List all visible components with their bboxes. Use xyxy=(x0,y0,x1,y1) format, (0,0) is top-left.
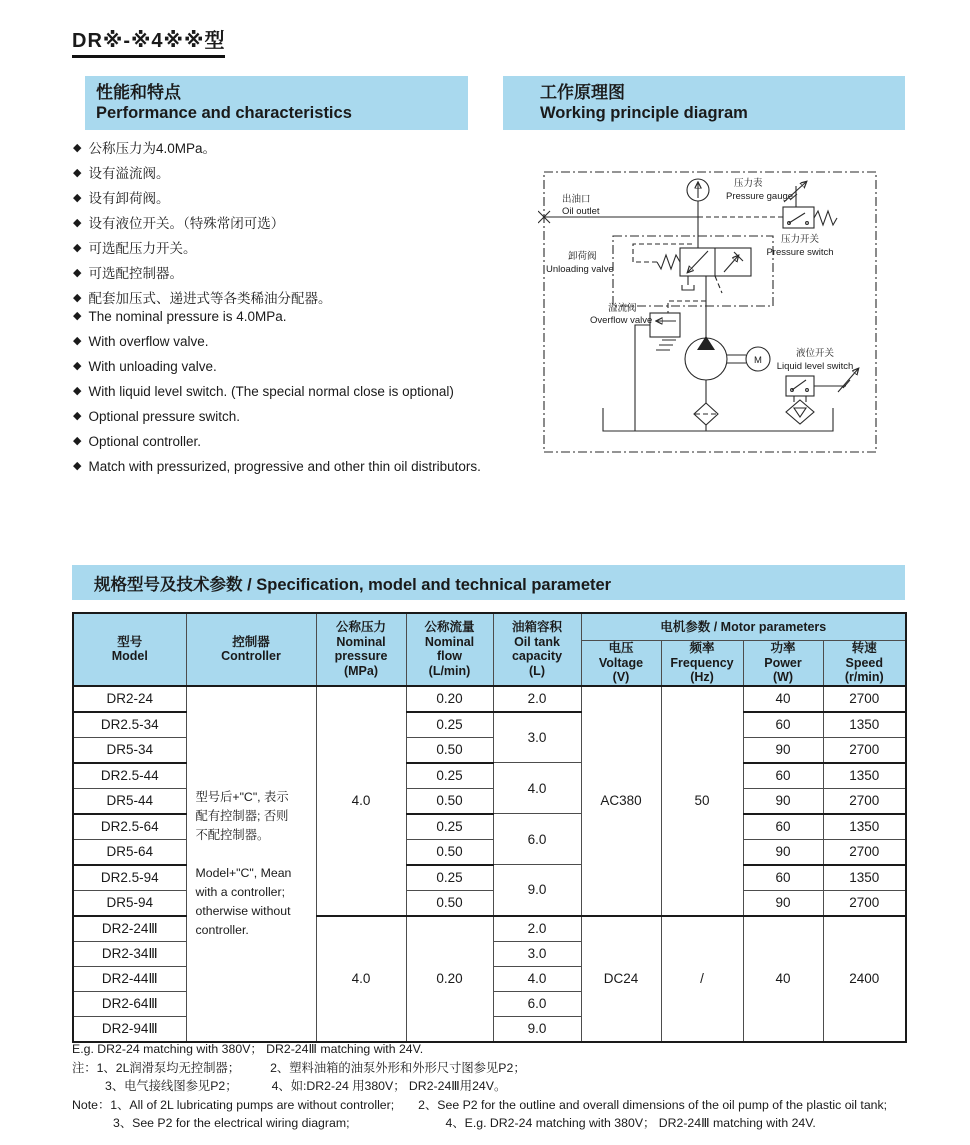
tank-outline xyxy=(603,408,833,431)
cell-power: 60 xyxy=(743,712,823,738)
cell-model: DR2-94Ⅲ xyxy=(73,1016,186,1042)
pressure-gauge-icon xyxy=(687,179,709,217)
cell-speed: 2700 xyxy=(823,686,906,712)
cell-model: DR5-34 xyxy=(73,737,186,763)
cell-model: DR2.5-34 xyxy=(73,712,186,738)
cell-tank: 9.0 xyxy=(493,1016,581,1042)
feature-item xyxy=(73,291,543,306)
col-header-pressure: 公称压力 Nominal pressure (MPa) xyxy=(316,613,406,686)
feature-text: 可选配控制器。 xyxy=(88,266,183,281)
col-header-flow: 公称流量 Nominal flow (L/min) xyxy=(406,613,493,686)
overflow-valve-label-cn: 溢流阀 xyxy=(608,303,637,314)
feature-item xyxy=(73,309,543,324)
cell-controller-note: 型号后+"C", 表示 配有控制器; 否则 不配控制器。 Model+"C", Mean with a controller; otherwise without controller. xyxy=(186,686,316,1042)
oil-outlet-label-cn: 出油口 xyxy=(562,194,591,205)
feature-item xyxy=(73,359,543,374)
overflow-valve-icon xyxy=(635,313,680,431)
cell-power-dc: 40 xyxy=(743,916,823,1042)
col-header-power: 功率 Power (W) xyxy=(743,641,823,686)
liquid-level-switch-icon xyxy=(786,369,858,396)
cell-model: DR2-64Ⅲ xyxy=(73,991,186,1016)
diamond-bullet-icon: ◆ xyxy=(73,335,82,347)
cell-power: 60 xyxy=(743,865,823,891)
performance-title-cn: 性能和特点 xyxy=(96,83,181,102)
footnote-en-1 xyxy=(72,1096,962,1115)
cell-flow: 0.50 xyxy=(406,890,493,916)
performance-section-header xyxy=(85,76,468,130)
cell-tank: 3.0 xyxy=(493,712,581,763)
liquid-level-switch-label-en: Liquid level switch xyxy=(776,361,854,372)
spec-table xyxy=(72,612,907,1043)
diamond-bullet-icon: ◆ xyxy=(73,242,82,254)
diamond-bullet-icon: ◆ xyxy=(73,460,82,472)
feature-item xyxy=(73,384,543,399)
unloading-valve-label-cn: 卸荷阀 xyxy=(568,251,597,262)
cell-power: 60 xyxy=(743,763,823,789)
feature-text: Match with pressurized, progressive and other thin oil distributors. xyxy=(88,459,481,474)
feature-text: 公称压力为4.0MPa。 xyxy=(88,141,216,156)
spec-section-header xyxy=(72,565,905,600)
unloading-valve-label-en: Unloading valve xyxy=(546,264,614,275)
footnote-cn-2 xyxy=(72,1077,962,1096)
page-title: DR※-※4※※型 xyxy=(72,24,225,58)
spec-section-title: 规格型号及技术参数 / Specification, model and technical parameter xyxy=(94,575,612,594)
motor-letter: M xyxy=(754,355,762,366)
feature-item xyxy=(73,191,543,206)
diamond-bullet-icon: ◆ xyxy=(73,292,82,304)
overflow-valve-label-en: Overflow valve xyxy=(590,315,653,326)
cell-power: 90 xyxy=(743,737,823,763)
feature-text: 可选配压力开关。 xyxy=(88,241,197,256)
diamond-bullet-icon: ◆ xyxy=(73,267,82,279)
cell-model: DR2.5-64 xyxy=(73,814,186,840)
footnote-segment: 2、See P2 for the outline and overall dimensions of the oil pump of the plastic oil tank; xyxy=(418,1097,888,1112)
float-icon xyxy=(786,396,814,424)
features-list-cn xyxy=(73,141,543,316)
diamond-bullet-icon: ◆ xyxy=(73,410,82,422)
feature-text: With overflow valve. xyxy=(88,334,209,349)
cell-speed: 1350 xyxy=(823,763,906,789)
pressure-gauge-label-cn: 压力表 xyxy=(734,178,763,189)
cell-tank: 2.0 xyxy=(493,686,581,712)
cell-flow: 0.50 xyxy=(406,788,493,814)
col-header-tank: 油箱容积 Oil tank capacity (L) xyxy=(493,613,581,686)
working-title-en: Working principle diagram xyxy=(540,104,748,122)
filter-icon xyxy=(694,380,718,431)
diamond-bullet-icon: ◆ xyxy=(73,385,82,397)
cell-tank: 4.0 xyxy=(493,966,581,991)
cell-power: 40 xyxy=(743,686,823,712)
footnote-segment: 3、See P2 for the electrical wiring diagram; xyxy=(113,1116,350,1130)
footnote-segment: 3、电气接线图参见P2； xyxy=(105,1079,238,1093)
working-title-cn: 工作原理图 xyxy=(540,83,625,102)
col-header-model: 型号 Model xyxy=(73,613,186,686)
cell-flow: 0.50 xyxy=(406,737,493,763)
cell-model: DR5-44 xyxy=(73,788,186,814)
col-header-speed: 转速 Speed (r/min) xyxy=(823,641,906,686)
feature-text: 设有卸荷阀。 xyxy=(88,191,170,206)
cell-model: DR2.5-44 xyxy=(73,763,186,789)
cell-frequency-dc: / xyxy=(661,916,743,1042)
cell-speed: 1350 xyxy=(823,865,906,891)
footnote-segment: 4、E.g. DR2-24 matching with 380V； DR2-24Ⅲ matching with 24V. xyxy=(445,1116,816,1130)
diamond-bullet-icon: ◆ xyxy=(73,192,82,204)
feature-item xyxy=(73,141,543,156)
cell-flow: 0.25 xyxy=(406,865,493,891)
footnote-segment: 2、塑料油箱的油泵外形和外形尺寸图参见P2； xyxy=(270,1060,526,1075)
diamond-bullet-icon: ◆ xyxy=(73,360,82,372)
cell-flow: 0.50 xyxy=(406,839,493,865)
feature-item xyxy=(73,166,543,181)
col-header-voltage: 电压 Voltage (V) xyxy=(581,641,661,686)
footnote-segment: Note：1、All of 2L lubricating pumps are without controller; xyxy=(72,1097,395,1112)
performance-title-en: Performance and characteristics xyxy=(96,104,352,122)
feature-text: With unloading valve. xyxy=(88,359,217,374)
cell-pressure-ac: 4.0 xyxy=(316,686,406,916)
features-list-en xyxy=(73,309,543,484)
cell-speed-dc: 2400 xyxy=(823,916,906,1042)
cell-model: DR2-24 xyxy=(73,686,186,712)
footnote-cn-1 xyxy=(72,1059,962,1078)
footnote-en-2 xyxy=(72,1114,962,1133)
cell-flow: 0.25 xyxy=(406,763,493,789)
feature-text: Optional controller. xyxy=(88,434,202,449)
feature-text: With liquid level switch. (The special normal close is optional) xyxy=(88,384,454,399)
feature-item xyxy=(73,216,543,231)
feature-text: 配套加压式、递进式等各类稀油分配器。 xyxy=(88,291,332,306)
cell-flow: 0.25 xyxy=(406,814,493,840)
motor-icon xyxy=(727,347,770,371)
oil-outlet-label-en: Oil outlet xyxy=(562,206,600,217)
cell-tank: 6.0 xyxy=(493,991,581,1016)
feature-text: 设有溢流阀。 xyxy=(88,166,170,181)
cell-model: DR5-64 xyxy=(73,839,186,865)
pressure-gauge-label-en: Pressure gauge xyxy=(726,191,794,202)
working-principle-diagram xyxy=(538,166,883,458)
cell-tank: 9.0 xyxy=(493,865,581,916)
cell-model: DR2.5-94 xyxy=(73,865,186,891)
feature-item xyxy=(73,241,543,256)
working-principle-section-header xyxy=(503,76,905,130)
cell-flow: 0.20 xyxy=(406,686,493,712)
cell-power: 90 xyxy=(743,890,823,916)
feature-text: 设有液位开关。（特殊常闭可选） xyxy=(88,216,285,231)
footnote-segment: 4、如:DR2-24 用380V； DR2-24Ⅲ用24V。 xyxy=(271,1079,507,1093)
cell-speed: 2700 xyxy=(823,788,906,814)
footnote-example: E.g. DR2-24 matching with 380V； DR2-24Ⅲ matching with 24V. xyxy=(72,1042,424,1056)
feature-item xyxy=(73,459,543,474)
diamond-bullet-icon: ◆ xyxy=(73,435,82,447)
pressure-switch-label-en: Pressure switch xyxy=(766,247,834,258)
col-header-frequency: 频率 Frequency (Hz) xyxy=(661,641,743,686)
cell-tank: 6.0 xyxy=(493,814,581,865)
unloading-valve-icon xyxy=(613,217,773,306)
table-row xyxy=(73,686,906,712)
cell-model: DR2-44Ⅲ xyxy=(73,966,186,991)
cell-tank: 2.0 xyxy=(493,916,581,942)
cell-frequency-ac: 50 xyxy=(661,686,743,916)
col-header-motor-parameters: 电机参数 / Motor parameters xyxy=(581,613,906,641)
cell-speed: 1350 xyxy=(823,712,906,738)
diamond-bullet-icon: ◆ xyxy=(73,310,82,322)
pressure-switch-label-cn: 压力开关 xyxy=(780,234,820,245)
cell-power: 90 xyxy=(743,788,823,814)
cell-tank: 4.0 xyxy=(493,763,581,814)
cell-power: 90 xyxy=(743,839,823,865)
feature-item xyxy=(73,409,543,424)
cell-speed: 2700 xyxy=(823,890,906,916)
feature-item xyxy=(73,334,543,349)
cell-voltage-ac: AC380 xyxy=(581,686,661,916)
cell-power: 60 xyxy=(743,814,823,840)
cell-pressure-dc: 4.0 xyxy=(316,916,406,1042)
feature-text: Optional pressure switch. xyxy=(88,409,241,424)
feature-item xyxy=(73,266,543,281)
overflow-pilot-line xyxy=(668,301,706,313)
diamond-bullet-icon: ◆ xyxy=(73,142,82,154)
cell-speed: 1350 xyxy=(823,814,906,840)
footnote-segment: 注：1、2L润滑泵均无控制器； xyxy=(72,1060,241,1075)
liquid-level-switch-label-cn: 液位开关 xyxy=(795,348,835,359)
footnotes xyxy=(72,1040,962,1133)
cell-voltage-dc: DC24 xyxy=(581,916,661,1042)
cell-model: DR5-94 xyxy=(73,890,186,916)
feature-text: The nominal pressure is 4.0MPa. xyxy=(88,309,287,324)
col-header-controller: 控制器 Controller xyxy=(186,613,316,686)
diamond-bullet-icon: ◆ xyxy=(73,217,82,229)
cell-flow: 0.25 xyxy=(406,712,493,738)
cell-model: DR2-34Ⅲ xyxy=(73,941,186,966)
feature-item xyxy=(73,434,543,449)
pump-icon xyxy=(685,336,727,380)
cell-flow-dc: 0.20 xyxy=(406,916,493,1042)
cell-model: DR2-24Ⅲ xyxy=(73,916,186,942)
cell-speed: 2700 xyxy=(823,839,906,865)
cell-tank: 3.0 xyxy=(493,941,581,966)
cell-speed: 2700 xyxy=(823,737,906,763)
diamond-bullet-icon: ◆ xyxy=(73,167,82,179)
pressure-switch-icon xyxy=(783,182,837,228)
